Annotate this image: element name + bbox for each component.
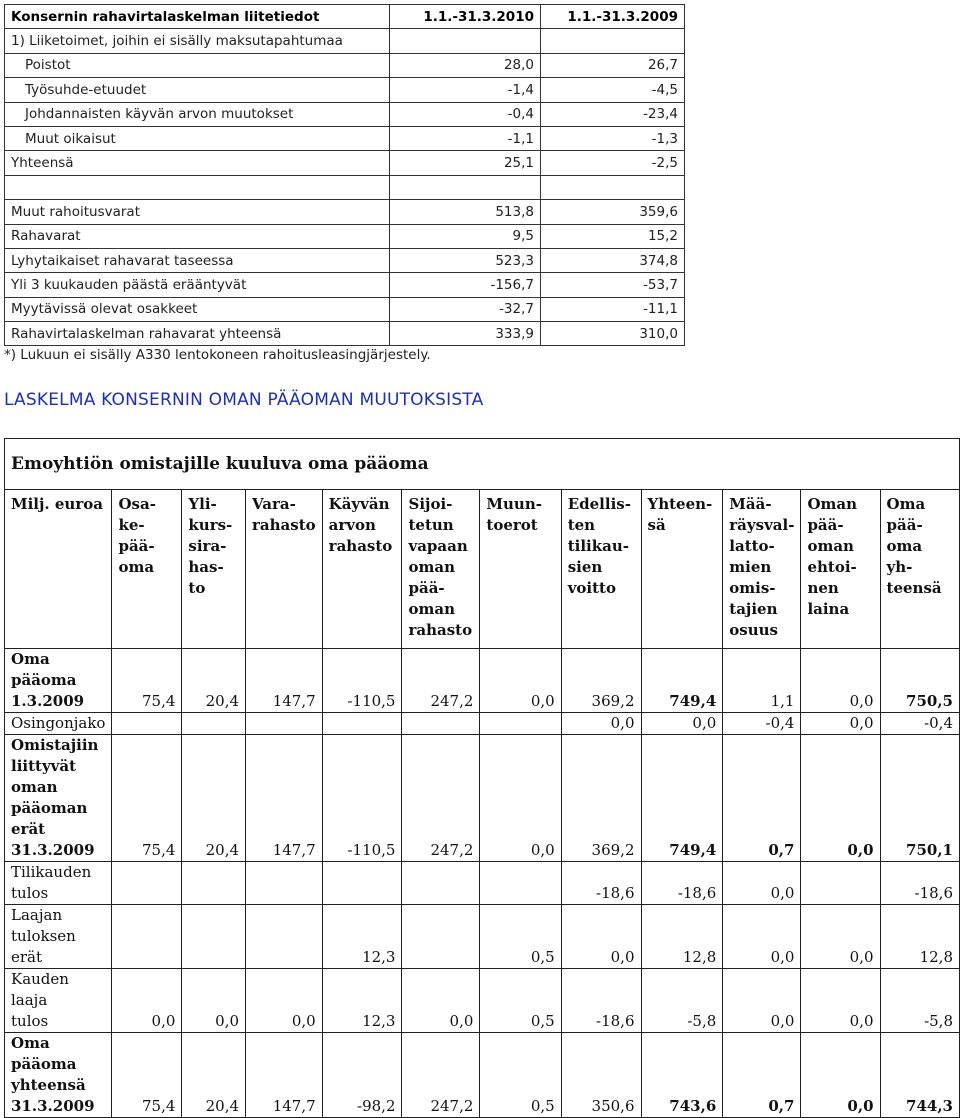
equity-cell: 369,2	[561, 735, 641, 862]
equity-row-label: Tilikauden tulos	[5, 862, 112, 905]
equity-cell	[402, 862, 480, 905]
equity-cell: 743,6	[641, 1033, 723, 1118]
value-2009	[541, 175, 685, 199]
equity-row	[5, 862, 960, 905]
cashflow-notes-table	[4, 4, 685, 346]
equity-cell: 20,4	[182, 649, 246, 713]
row-label: Yhteensä	[5, 151, 390, 175]
equity-cell: 0,7	[723, 1033, 801, 1118]
equity-cell	[402, 905, 480, 969]
cashflow-section-row	[5, 29, 685, 53]
value-2010: 523,3	[390, 248, 541, 272]
equity-cell: 20,4	[182, 1033, 246, 1118]
section-title: LASKELMA KONSERNIN OMAN PÄÄOMAN MUUTOKSISTA	[4, 390, 484, 410]
column-header: Edellis- ten tilikau- sien voitto	[561, 490, 641, 649]
column-header: Muun- toerot	[480, 490, 561, 649]
column-header: Sijoi- tetun vapaan oman pää- oman rahasto	[402, 490, 480, 649]
equity-cell: -18,6	[641, 862, 723, 905]
value-2009: 15,2	[541, 224, 685, 248]
equity-cell: 0,0	[723, 905, 801, 969]
equity-cell: 369,2	[561, 649, 641, 713]
column-header: Yhteen- sä	[641, 490, 723, 649]
equity-row-label: Osingonjako	[5, 713, 112, 735]
equity-table-title: Emoyhtiön omistajille kuuluva oma pääoma	[5, 439, 960, 490]
equity-cell: 75,4	[112, 735, 182, 862]
row-label: Johdannaisten käyvän arvon muutokset	[5, 102, 390, 126]
equity-cell	[322, 862, 402, 905]
equity-cell: 0,0	[801, 1033, 880, 1118]
equity-cell: 350,6	[561, 1033, 641, 1118]
equity-cell: -18,6	[561, 862, 641, 905]
value-2010: 25,1	[390, 151, 541, 175]
value-2009: 26,7	[541, 53, 685, 77]
equity-cell: 147,7	[246, 649, 323, 713]
column-header: Mää- räysval- latto- mien omis- tajien osuus	[723, 490, 801, 649]
equity-cell: 0,7	[723, 735, 801, 862]
equity-cell: 0,5	[480, 1033, 561, 1118]
equity-row	[5, 713, 960, 735]
equity-cell	[182, 905, 246, 969]
equity-row-label: Oma pääoma yhteensä 31.3.2009	[5, 1033, 112, 1118]
value-2010: 333,9	[390, 322, 541, 346]
equity-cell: 0,5	[480, 905, 561, 969]
equity-cell: 247,2	[402, 649, 480, 713]
equity-cell: -5,8	[880, 969, 959, 1033]
value-2009: -11,1	[541, 297, 685, 321]
row-label: Muut oikaisut	[5, 126, 390, 150]
equity-cell: 0,0	[801, 969, 880, 1033]
value-2010	[390, 175, 541, 199]
cashflow-row	[5, 175, 685, 199]
column-header: Oman pää- oman ehtoi- nen laina	[801, 490, 880, 649]
row-label	[5, 175, 390, 199]
value-2009: 310,0	[541, 322, 685, 346]
column-header: Osa- ke- pää- oma	[112, 490, 182, 649]
equity-cell: -98,2	[322, 1033, 402, 1118]
equity-cell: 0,0	[801, 735, 880, 862]
equity-cell: 147,7	[246, 1033, 323, 1118]
equity-cell	[801, 862, 880, 905]
row-label: Lyhytaikaiset rahavarat taseessa	[5, 248, 390, 272]
column-header: Yli- kurs- sira- has- to	[182, 490, 246, 649]
equity-cell: 12,8	[880, 905, 959, 969]
equity-cell: 247,2	[402, 1033, 480, 1118]
cashflow-section-label: 1) Liiketoimet, joihin ei sisälly maksutapahtumaa	[5, 29, 390, 53]
equity-cell	[246, 713, 323, 735]
equity-cell: 247,2	[402, 735, 480, 862]
cashflow-row	[5, 273, 685, 297]
equity-cell: 0,0	[801, 713, 880, 735]
equity-cell: 750,1	[880, 735, 959, 862]
row-label: Yli 3 kuukauden päästä erääntyvät	[5, 273, 390, 297]
equity-cell: 0,0	[641, 713, 723, 735]
equity-cell: 749,4	[641, 649, 723, 713]
equity-cell	[182, 862, 246, 905]
cashflow-row	[5, 102, 685, 126]
value-2009: -1,3	[541, 126, 685, 150]
equity-cell: -18,6	[561, 969, 641, 1033]
column-header: Oma pää- oma yh- teensä	[880, 490, 959, 649]
equity-cell: 749,4	[641, 735, 723, 862]
period-2010-header: 1.1.-31.3.2010	[390, 5, 541, 29]
value-2010: 28,0	[390, 53, 541, 77]
equity-cell: 0,0	[480, 735, 561, 862]
equity-cell	[402, 713, 480, 735]
equity-row-label: Omistajiin liittyvät oman pääoman erät 31.3.2009	[5, 735, 112, 862]
cashflow-row	[5, 248, 685, 272]
value-2010: 513,8	[390, 200, 541, 224]
equity-cell: 0,0	[402, 969, 480, 1033]
column-header: Vara- rahasto	[246, 490, 323, 649]
equity-row	[5, 1033, 960, 1118]
equity-cell: 0,0	[561, 905, 641, 969]
equity-row-label: Oma pääoma 1.3.2009	[5, 649, 112, 713]
equity-cell: 0,0	[801, 905, 880, 969]
equity-cell: -18,6	[880, 862, 959, 905]
equity-cell	[112, 713, 182, 735]
equity-cell	[246, 862, 323, 905]
cashflow-row	[5, 151, 685, 175]
cashflow-row	[5, 126, 685, 150]
cashflow-row	[5, 297, 685, 321]
equity-cell	[322, 713, 402, 735]
equity-cell: 0,0	[723, 969, 801, 1033]
equity-cell: -0,4	[723, 713, 801, 735]
equity-cell	[112, 905, 182, 969]
value-2009: 359,6	[541, 200, 685, 224]
equity-cell: -110,5	[322, 649, 402, 713]
equity-cell: -110,5	[322, 735, 402, 862]
value-2009: -53,7	[541, 273, 685, 297]
equity-cell	[480, 713, 561, 735]
equity-row	[5, 649, 960, 713]
equity-cell: -0,4	[880, 713, 959, 735]
value-2010: -1,4	[390, 78, 541, 102]
equity-cell	[480, 862, 561, 905]
equity-cell: 0,0	[182, 969, 246, 1033]
cashflow-row	[5, 200, 685, 224]
value-2010: -156,7	[390, 273, 541, 297]
cashflow-header-row	[5, 5, 685, 29]
value-2010: -0,4	[390, 102, 541, 126]
row-label: Rahavarat	[5, 224, 390, 248]
equity-cell: 75,4	[112, 649, 182, 713]
equity-cell	[112, 862, 182, 905]
equity-cell: 744,3	[880, 1033, 959, 1118]
equity-row-label: Kauden laaja tulos	[5, 969, 112, 1033]
row-label: Rahavirtalaskelman rahavarat yhteensä	[5, 322, 390, 346]
equity-row	[5, 735, 960, 862]
equity-cell: 147,7	[246, 735, 323, 862]
equity-cell: 0,5	[480, 969, 561, 1033]
cashflow-row	[5, 224, 685, 248]
equity-cell: 0,0	[801, 649, 880, 713]
column-header: Käyvän arvon rahasto	[322, 490, 402, 649]
equity-cell: -5,8	[641, 969, 723, 1033]
value-2010: -1,1	[390, 126, 541, 150]
equity-cell: 0,0	[561, 713, 641, 735]
equity-cell: 0,0	[480, 649, 561, 713]
equity-cell: 20,4	[182, 735, 246, 862]
row-label: Muut rahoitusvarat	[5, 200, 390, 224]
row-label: Myytävissä olevat osakkeet	[5, 297, 390, 321]
cashflow-title: Konsernin rahavirtalaskelman liitetiedot	[5, 5, 390, 29]
equity-cell: 0,0	[112, 969, 182, 1033]
value-2009: -2,5	[541, 151, 685, 175]
equity-changes-table	[4, 438, 960, 1118]
equity-table-title-row	[5, 439, 960, 490]
equity-cell: 12,3	[322, 905, 402, 969]
equity-cell: 12,8	[641, 905, 723, 969]
equity-cell: 1,1	[723, 649, 801, 713]
row-label: Työsuhde-etuudet	[5, 78, 390, 102]
equity-rows	[5, 649, 960, 1118]
value-2010: -32,7	[390, 297, 541, 321]
cashflow-row	[5, 53, 685, 77]
equity-cell: 0,0	[723, 862, 801, 905]
equity-cell: 750,5	[880, 649, 959, 713]
equity-row	[5, 905, 960, 969]
cashflow-row	[5, 78, 685, 102]
value-2009: -23,4	[541, 102, 685, 126]
value-2009: 374,8	[541, 248, 685, 272]
equity-row-label: Laajan tuloksen erät	[5, 905, 112, 969]
cashflow-row	[5, 322, 685, 346]
equity-cell	[246, 905, 323, 969]
value-2010: 9,5	[390, 224, 541, 248]
equity-row	[5, 969, 960, 1033]
equity-cell	[182, 713, 246, 735]
cashflow-rows	[5, 53, 685, 346]
equity-cell: 0,0	[246, 969, 323, 1033]
footnote: *) Lukuun ei sisälly A330 lentokoneen rahoitusleasingjärjestely.	[4, 347, 431, 363]
value-2009: -4,5	[541, 78, 685, 102]
equity-cell: 12,3	[322, 969, 402, 1033]
column-header: Milj. euroa	[5, 490, 112, 649]
period-2009-header: 1.1.-31.3.2009	[541, 5, 685, 29]
equity-column-headers	[5, 490, 960, 649]
row-label: Poistot	[5, 53, 390, 77]
equity-cell: 75,4	[112, 1033, 182, 1118]
